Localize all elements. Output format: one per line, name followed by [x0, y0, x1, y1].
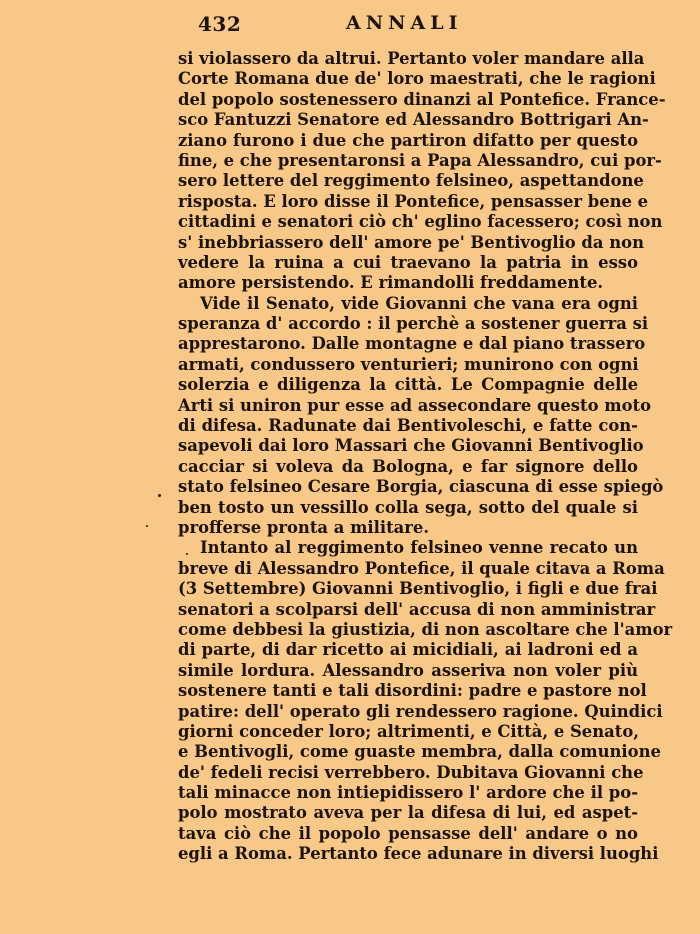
text-line: patire: dell' operato gli rendessero ragione. Quindici: [178, 701, 663, 721]
text-line: simile lordura. Alessandro asseriva non voler più: [178, 660, 638, 680]
page-number: 432: [198, 12, 242, 36]
page-header: [178, 10, 638, 40]
body-text: [178, 49, 673, 865]
text-line: fine, e che presentaronsi a Papa Alessandro, cui por-: [178, 150, 662, 170]
text-line: solerzia e diligenza la città. Le Compagnie delle: [178, 375, 638, 395]
text-line: ziano furono i due che partiron difatto per questo: [178, 130, 638, 150]
text-line: (3 Settembre) Giovanni Bentivoglio, i figli e due frai: [178, 579, 658, 599]
ink-speck: [186, 553, 188, 555]
text-line: apprestarono. Dalle montagne e dal piano trassero: [178, 334, 646, 354]
text-line: senatori a scolparsi dell' accusa di non amministrar: [178, 599, 656, 619]
text-line: egli a Roma. Pertanto fece adunare in diversi luoghi: [178, 844, 659, 864]
text-line: de' fedeli recisi verrebbero. Dubitava Giovanni che: [178, 762, 644, 782]
text-line: cacciar si voleva da Bologna, e far signore dello: [178, 456, 638, 476]
ink-speck: [146, 525, 148, 527]
text-line: sco Fantuzzi Senatore ed Alessandro Bottrigari An-: [178, 110, 649, 130]
text-line: breve di Alessandro Pontefice, il quale citava a Roma: [178, 558, 665, 578]
text-line: stato felsineo Cesare Borgia, ciascuna di esse spiegò: [178, 477, 664, 497]
text-line: s' inebbriassero dell' amore pe' Bentivoglio da non: [178, 232, 644, 252]
ink-speck: [158, 494, 161, 497]
paragraph-start-line: Intanto al reggimento felsineo venne recato un: [200, 538, 638, 558]
text-line: e Bentivogli, come guaste membra, dalla comunione: [178, 742, 661, 762]
text-line: tali minacce non intiepidissero l' ardore che il po-: [178, 783, 638, 803]
text-line: sapevoli dai loro Massari che Giovanni Bentivoglio: [178, 436, 644, 456]
text-line: si violassero da altrui. Pertanto voler mandare alla: [178, 49, 645, 68]
running-title: ANNALI: [346, 12, 463, 34]
text-line: armati, condussero venturieri; munirono con ogni: [178, 354, 639, 374]
text-line: di difesa. Radunate dai Bentivoleschi, e fatte con-: [178, 416, 638, 436]
text-line: speranza d' accordo : il perchè a sostener guerra si: [178, 314, 649, 334]
text-line: tava ciò che il popolo pensasse dell' andare o no: [178, 823, 638, 843]
text-line: di parte, di dar ricetto ai micidiali, ai ladroni ed a: [178, 640, 638, 660]
text-line: Corte Romana due de' loro maestrati, che le ragioni: [178, 69, 656, 89]
text-line: profferse pronta a militare.: [178, 517, 430, 537]
text-line: cittadini e senatori ciò ch' eglino facessero; così non: [178, 212, 663, 232]
text-line: Arti si uniron pur esse ad assecondare questo moto: [178, 395, 651, 415]
paragraph-start-line: Vide il Senato, vide Giovanni che vana era ogni: [200, 293, 638, 313]
text-line: come debbesi la giustizia, di non ascoltare che l'amor: [178, 619, 673, 639]
text-line: amore persistendo. E rimandolli freddamente.: [178, 273, 604, 293]
text-line: risposta. E loro disse il Pontefice, pensasser bene e: [178, 191, 649, 211]
text-line: giorni conceder loro; altrimenti, e Città, e Senato,: [178, 721, 639, 741]
text-line: del popolo sostenessero dinanzi al Pontefice. France-: [178, 89, 666, 109]
text-line: polo mostrato aveva per la difesa di lui, ed aspet-: [178, 803, 638, 823]
text-line: sero lettere del reggimento felsineo, aspettandone: [178, 171, 644, 191]
text-line: sostenere tanti e tali disordini: padre e pastore nol: [178, 681, 647, 701]
text-line: vedere la ruina a cui traevano la patria in esso: [178, 252, 638, 272]
text-line: ben tosto un vessillo colla sega, sotto del quale si: [178, 497, 638, 517]
